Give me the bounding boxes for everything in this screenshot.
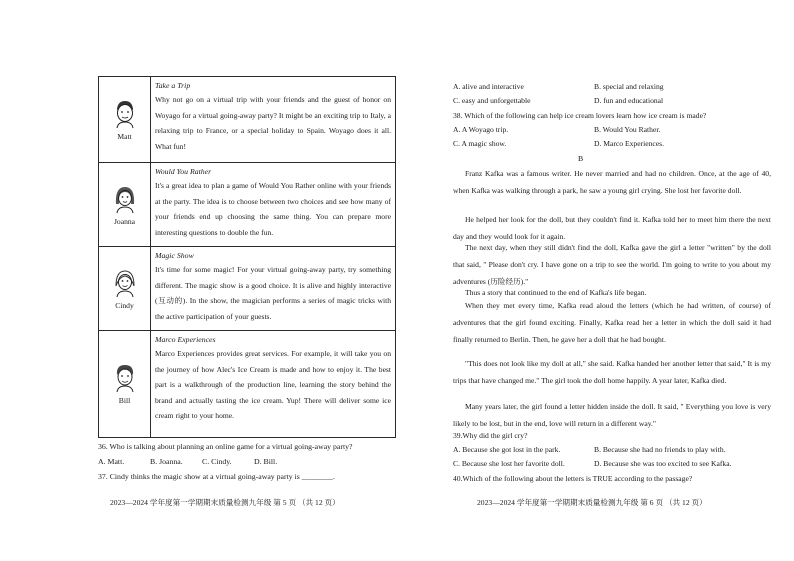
paragraph: Thus a story that continued to the end of Kafka's life began.: [465, 288, 647, 297]
question-37-options-row2: [453, 96, 735, 105]
boy-face-icon: [112, 99, 138, 129]
person-name: Bill: [118, 396, 131, 405]
table-row: [99, 331, 395, 437]
table-row: [99, 163, 395, 247]
question-40: 40.Which of the following about the letters is TRUE according to the passage?: [453, 474, 693, 483]
person-cell: [99, 77, 151, 162]
option-a[interactable]: A. Because she got lost in the park.: [453, 445, 561, 454]
option-c[interactable]: C. easy and unforgettable: [453, 96, 531, 105]
question-37: 37. Cindy thinks the magic show at a virtual going-away party is ________.: [98, 472, 335, 481]
paragraph: He helped her look for the doll, but they couldn't find it. Kafka told her to meet him there the next day and they would look for it again.: [453, 215, 771, 241]
option-b[interactable]: B. special and relaxing: [594, 82, 664, 91]
option-b[interactable]: B. Joanna.: [150, 457, 183, 466]
option-c[interactable]: C. Because she lost her favorite doll.: [453, 459, 565, 468]
question-37-options-row1: [453, 82, 735, 91]
paragraph: Many years later, the girl found a letter hidden inside the doll. It said, " Everything you love is very likely to be lost, but in the end, love will return in a different way.": [453, 402, 771, 428]
paragraph: Franz Kafka was a famous writer. He never married and had no children. Once, at the age of 40, when Kafka was walking through a park, he saw a young girl crying. She lost her favorite doll.: [453, 169, 771, 195]
row-title: Would You Rather: [155, 167, 212, 176]
question-36: 36. Who is talking about planning an online game for a virtual going-away party?: [98, 442, 353, 451]
right-page: [397, 0, 794, 561]
question-38: 38. Which of the following can help ice cream lovers learn how ice cream is made?: [453, 111, 707, 120]
person-name: Cindy: [115, 300, 134, 310]
question-39-options-row2: [453, 459, 735, 468]
girl-face-icon: [112, 268, 138, 298]
row-title: Take a Trip: [155, 81, 191, 90]
person-name: Joanna: [113, 216, 136, 226]
paragraph: When they met every time, Kafka read aloud the letters (which he had written, of course) of adventures that the girl found exciting. Finally, Kafka read her a letter in which the doll said it had finally returned to Berlin. Then, he gave her a doll that he had bought.: [453, 301, 771, 344]
options-table: [98, 76, 396, 438]
row-title: Magic Show: [155, 251, 194, 260]
person-name: Matt: [117, 131, 132, 141]
paragraph: The next day, when they still didn't find the doll, Kafka gave the girl a letter "written" by the doll that said, " Please don't cry. I have gone on a trip to see the world. I'm going to write to you about my adventures (历险经历).": [453, 243, 771, 286]
paragraph: "This does not look like my doll at all," she said. Kafka handed her another letter that said," It is my trips that have changed me." The girl took the doll home happily. A year later, Kafka died.: [453, 359, 771, 385]
question-38-options-row2: [453, 139, 735, 148]
option-a[interactable]: A. Matt.: [98, 457, 125, 466]
row-content: [151, 331, 395, 437]
question-39-options-row1: [453, 445, 735, 454]
row-content: [151, 163, 395, 246]
option-c[interactable]: C. A magic show.: [453, 139, 507, 148]
option-d[interactable]: D. Marco Experiences.: [594, 139, 665, 148]
table-row: [99, 247, 395, 331]
option-c[interactable]: C. Cindy.: [202, 457, 232, 466]
passage-label: B: [578, 154, 584, 163]
row-content: [151, 77, 395, 162]
option-a[interactable]: A. alive and interactive: [453, 82, 524, 91]
person-cell: [99, 247, 151, 330]
person-cell: [99, 163, 151, 246]
row-body: It's time for some magic! For your virtual going-away party, try something different. The magic show is a good choice. It is alive and highly interactive (互动的). In the show, the magician performs a series of magic tricks with the active participation of your guests.: [155, 265, 391, 321]
question-38-options-row1: [453, 125, 735, 134]
question-39: 39.Why did the girl cry?: [453, 431, 528, 440]
option-b[interactable]: B. Would You Rather.: [594, 125, 661, 134]
page-footer: 2023—2024 学年度第一学期期末质量检测九年级 第 5 页 （共 12 页）: [110, 498, 340, 507]
girl-face-icon: [112, 184, 138, 214]
page-footer: 2023—2024 学年度第一学期期末质量检测九年级 第 6 页 （共 12 页）: [477, 498, 707, 507]
option-b[interactable]: B. Because she had no friends to play with.: [594, 445, 726, 454]
person-cell: [99, 331, 151, 437]
table-row: [99, 77, 395, 163]
option-d[interactable]: D. fun and educational: [594, 96, 664, 105]
boy-face-icon: [112, 363, 138, 393]
question-36-options: [98, 457, 306, 466]
row-body: It's a great idea to plan a game of Would You Rather online with your friends at the party. The idea is to choose between two choices and see how many of your friends end up choosing the same thing. You can prepare more interesting questions to double the fun.: [155, 181, 391, 237]
row-title: Marco Experiences: [155, 335, 216, 344]
option-d[interactable]: D. Because she was too excited to see Kafka.: [594, 459, 732, 468]
row-body: Marco Experiences provides great services. For example, it will take you on the journey of how Alec's Ice Cream is made and how to enjoy it. The best part is a walkthrough of the production line, learning the story behind the brand and actually tasting the ice cream. Yup! There will deliver some ice cream right to your home.: [155, 349, 391, 421]
row-body: Why not go on a virtual trip with your friends and the guest of honor on Woyago for a virtual going-away party? It might be an exciting trip to Italy, a relaxing trip to France, or a special holiday to Spain. Woyago does it all. What fun!: [155, 95, 391, 151]
option-d[interactable]: D. Bill.: [254, 457, 278, 466]
option-a[interactable]: A. A Woyago trip.: [453, 125, 509, 134]
row-content: [151, 247, 395, 330]
